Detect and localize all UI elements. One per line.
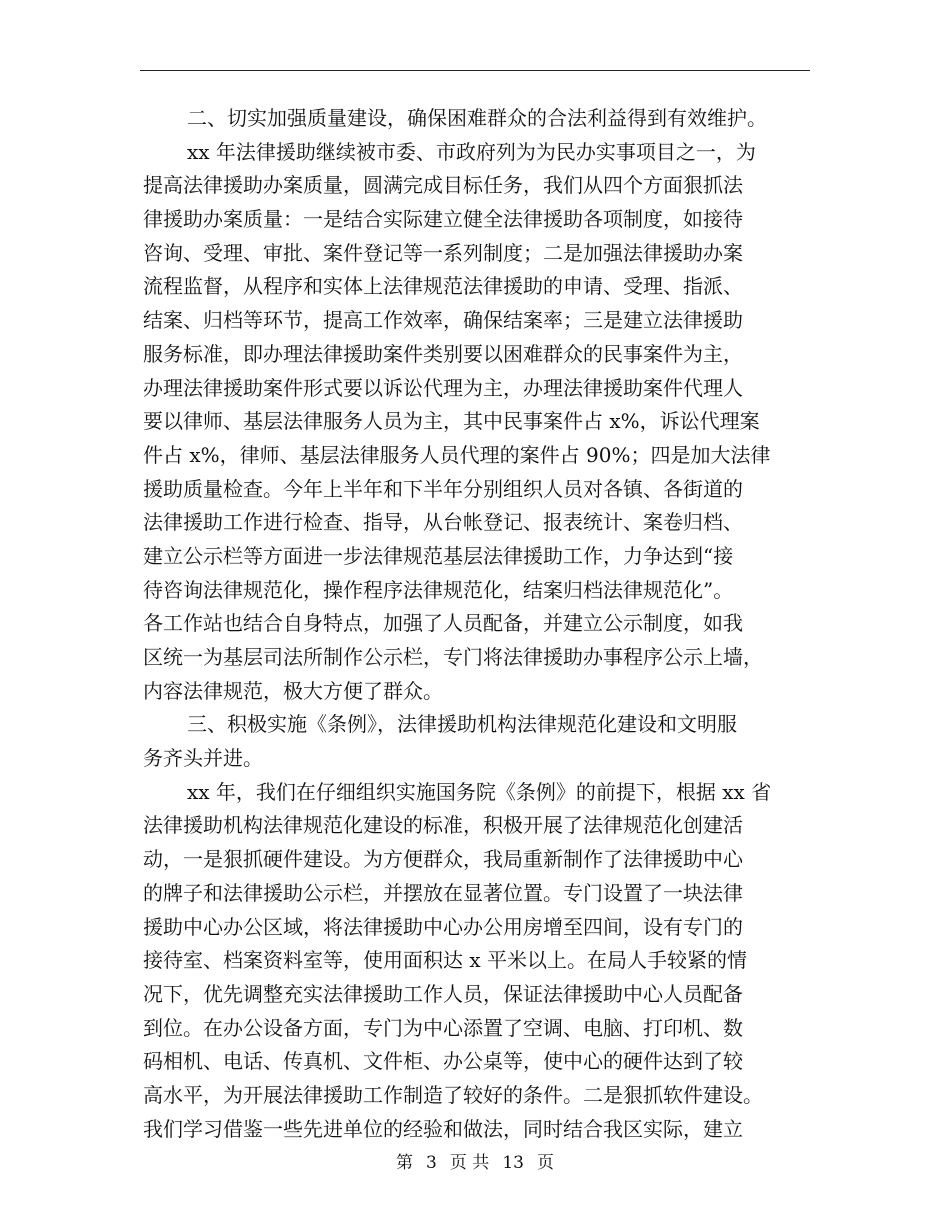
- text-line: 接待室、档案资料室等，使用面积达 x 平米以上。在局人手较紧的情: [143, 948, 747, 973]
- text-line: 结案、归档等环节，提高工作效率，确保结案率；三是建立法律援助: [143, 308, 743, 333]
- text-line: 待咨询法律规范化，操作程序法律规范化，结案归档法律规范化”。: [143, 577, 734, 602]
- text-line: 内容法律规范，极大方便了群众。: [143, 678, 443, 703]
- text-line: 我们学习借鉴一些先进单位的经验和做法，同时结合我区实际，建立: [143, 1116, 743, 1141]
- text-line: 咨询、受理、审批、案件登记等一系列制度；二是加强法律援助办案: [143, 240, 743, 265]
- text-line: 律援助办案质量：一是结合实际建立健全法律援助各项制度，如接待: [143, 207, 743, 232]
- text-line: 要以律师、基层法律服务人员为主，其中民事案件占 x%，诉讼代理案: [143, 409, 760, 434]
- text-line: 二、切实加强质量建设，确保困难群众的合法利益得到有效维护。: [187, 106, 767, 130]
- text-line: 法律援助工作进行检查、指导，从台帐登记、报表统计、案卷归档、: [143, 510, 743, 535]
- text-line: 流程监督，从程序和实体上法律规范法律援助的申请、受理、指派、: [143, 274, 743, 299]
- current-page-number: 3: [426, 1153, 437, 1173]
- document-body: [143, 102, 811, 1146]
- text-line: 务齐头并进。: [143, 746, 263, 771]
- text-line: 各工作站也结合自身特点，加强了人员配备，并建立公示制度，如我: [143, 611, 743, 636]
- total-pages-number: 13: [502, 1153, 524, 1173]
- text-line: 的牌子和法律援助公示栏，并摆放在显著位置。专门设置了一块法律: [143, 880, 743, 905]
- text-line: 件占 x%，律师、基层法律服务人员代理的案件占 90%；四是加大法律: [143, 442, 771, 467]
- text-line: 况下，优先调整充实法律援助工作人员，保证法律援助中心人员配备: [143, 981, 743, 1006]
- header-rule: [140, 70, 810, 71]
- text-line: 到位。在办公设备方面，专门为中心添置了空调、电脑、打印机、数: [143, 1015, 743, 1040]
- text-line: xx 年法律援助继续被市委、市政府列为为民办实事项目之一，为: [187, 139, 756, 164]
- text-line: 动，一是狠抓硬件建设。为方便群众，我局重新制作了法律援助中心: [143, 847, 743, 872]
- page-label-suffix: 页: [537, 1153, 555, 1173]
- text-line: 码相机、电话、传真机、文件柜、办公桌等，使中心的硬件达到了较: [143, 1049, 743, 1074]
- text-line: xx 年，我们在仔细组织实施国务院《条例》的前提下，根据 xx 省: [187, 779, 772, 804]
- page-label-prefix: 第: [395, 1153, 413, 1173]
- page-footer: [0, 1151, 950, 1175]
- text-line: 法律援助机构法律规范化建设的标准，积极开展了法律规范化创建活: [143, 813, 743, 838]
- text-line: 建立公示栏等方面进一步法律规范基层法律援助工作，力争达到“接: [143, 543, 734, 568]
- text-line: 办理法律援助案件形式要以诉讼代理为主，办理法律援助案件代理人: [143, 375, 743, 400]
- text-line: 服务标准，即办理法律援助案件类别要以困难群众的民事案件为主，: [143, 341, 743, 366]
- text-line: 提高法律援助办案质量，圆满完成目标任务，我们从四个方面狠抓法: [143, 173, 743, 198]
- text-line: 援助质量检查。今年上半年和下半年分别组织人员对各镇、各街道的: [143, 476, 743, 501]
- page-label-middle: 页 共: [449, 1153, 490, 1173]
- text-line: 援助中心办公区域，将法律援助中心办公用房增至四间，设有专门的: [143, 914, 743, 939]
- text-line: 高水平，为开展法律援助工作制造了较好的条件。二是狠抓软件建设。: [143, 1082, 763, 1107]
- text-line: 区统一为基层司法所制作公示栏，专门将法律援助办事程序公示上墙，: [143, 645, 763, 669]
- text-line: 三、积极实施《条例》，法律援助机构法律规范化建设和文明服: [187, 712, 737, 737]
